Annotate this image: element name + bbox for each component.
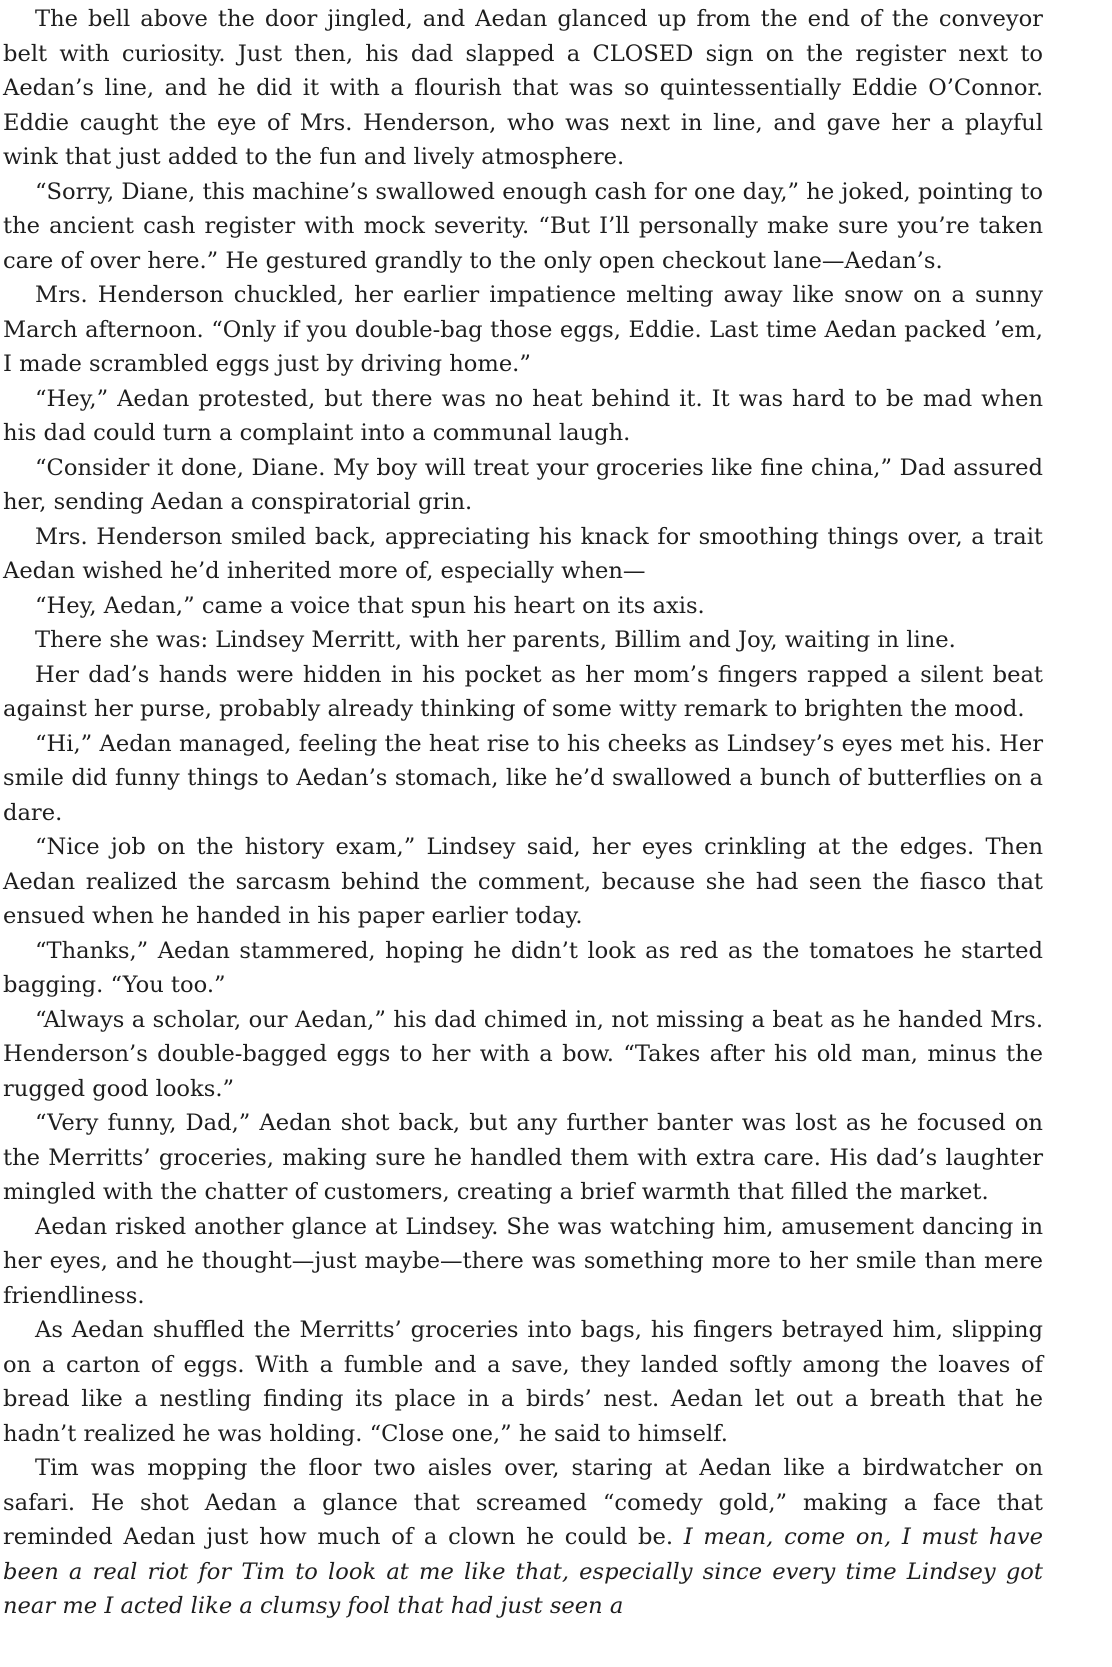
- paragraph-text: Tim was mopping the floor two aisles over, staring at Aedan like a birdwatcher on safari. He shot Aedan a glance that screamed “comedy gold,” making a face that reminded Aedan just how much of a clown he could be.: [3, 1455, 1043, 1550]
- paragraph: “Always a scholar, our Aedan,” his dad chimed in, not missing a beat as he handed Mrs. Henderson’s double-bagged eggs to her with a bow. “Takes after his old man, minus the rugged good looks.”: [3, 1006, 1043, 1102]
- paragraph: As Aedan shuffled the Merritts’ groceries into bags, his fingers betrayed him, slipping on a carton of eggs. With a fumble and a save, they landed softly among the loaves of bread like a nestling finding its place in a birds’ nest. Aedan let out a breath that he hadn’t realized he was holding. “Close one,” he said to himself.: [3, 1317, 1043, 1447]
- paragraph: “Sorry, Diane, this machine’s swallowed enough cash for one day,” he joked, pointing to the ancient cash register with mock severity. “But I’ll personally make sure you’re taken care of over here.” He gestured grandly to the only open checkout lane—Aedan’s.: [3, 178, 1043, 274]
- paragraph: “Hi,” Aedan managed, feeling the heat rise to his cheeks as Lindsey’s eyes met his. Her smile did funny things to Aedan’s stomach, like he’d swallowed a bunch of butterflies on a dare.: [3, 730, 1043, 826]
- paragraph: Her dad’s hands were hidden in his pocket as her mom’s fingers rapped a silent beat against her purse, probably already thinking of some witty remark to brighten the mood.: [3, 661, 1043, 722]
- paragraph: There she was: Lindsey Merritt, with her parents, Billim and Joy, waiting in line.: [35, 627, 956, 653]
- paragraph-last: [3, 1451, 1043, 1624]
- paragraph: “Hey,” Aedan protested, but there was no heat behind it. It was hard to be mad when his dad could turn a complaint into a communal laugh.: [3, 385, 1043, 446]
- paragraph: “Consider it done, Diane. My boy will treat your groceries like fine china,” Dad assured her, sending Aedan a conspiratorial grin.: [3, 454, 1043, 515]
- paragraph: Mrs. Henderson chuckled, her earlier impatience melting away like snow on a sunny March afternoon. “Only if you double-bag those eggs, Eddie. Last time Aedan packed ’em, I made scrambled eggs just by driving home.”: [3, 282, 1043, 377]
- inner-monologue: I mean, come on, I must have been a real riot for Tim to look at me like that, especially since every time Lindsey got near me I acted like a clumsy fool that had just seen a: [3, 1524, 1043, 1619]
- paragraph: “Very funny, Dad,” Aedan shot back, but any further banter was lost as he focused on the Merritts’ groceries, making sure he handled them with extra care. His dad’s laughter mingled with the chatter of customers, creating a brief warmth that filled the market.: [3, 1110, 1043, 1205]
- paragraph: The bell above the door jingled, and Aedan glanced up from the end of the conveyor belt with curiosity. Just then, his dad slapped a CLOSED sign on the register next to Aedan’s line, and he did it with a flourish that was so quintessentially Eddie O’Connor. Eddie caught the eye of Mrs. Henderson, who was next in line, and gave her a playful wink that just added to the fun and lively atmosphere.: [3, 6, 1043, 170]
- paragraph: Mrs. Henderson smiled back, appreciating his knack for smoothing things over, a trait Aedan wished he’d inherited more of, especially when—: [3, 523, 1043, 584]
- document-page: [3, 0, 1043, 1624]
- paragraph: “Hey, Aedan,” came a voice that spun his heart on its axis.: [35, 592, 705, 619]
- paragraph: “Thanks,” Aedan stammered, hoping he didn’t look as red as the tomatoes he started bagging. “You too.”: [3, 937, 1043, 998]
- paragraph: “Nice job on the history exam,” Lindsey said, her eyes crinkling at the edges. Then Aedan realized the sarcasm behind the comment, because she had seen the fiasco that ensued when he handed in his paper earlier today.: [3, 834, 1043, 929]
- paragraph: Aedan risked another glance at Lindsey. She was watching him, amusement dancing in her eyes, and he thought—just maybe—there was something more to her smile than mere friendliness.: [3, 1213, 1043, 1309]
